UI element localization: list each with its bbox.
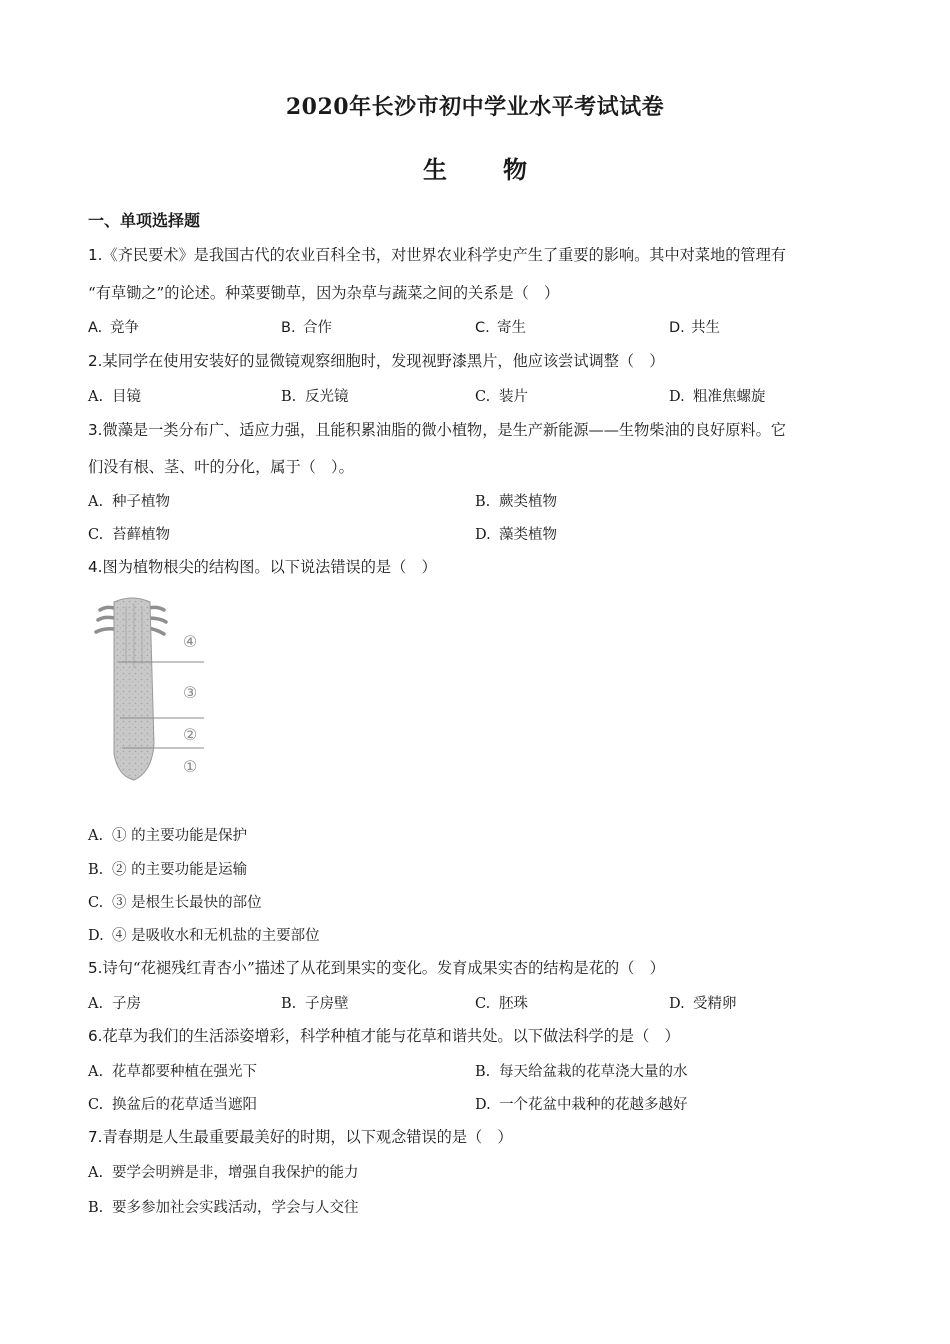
option-4d: D. ④ 是吸收水和无机盐的主要部位	[88, 928, 320, 944]
option-4a: A. ① 的主要功能是保护	[88, 828, 248, 844]
subject-char-1: 生	[423, 155, 447, 184]
option-3d: D. 藻类植物	[475, 527, 557, 543]
label-zone-4: ④	[182, 632, 198, 651]
question-6	[88, 1025, 680, 1046]
section-heading: 一、单项选择题	[88, 211, 201, 230]
subject-title	[0, 150, 950, 185]
label-zone-2: ②	[182, 725, 198, 744]
option-6b: B. 每天给盆栽的花草浇大量的水	[475, 1064, 688, 1080]
question-number: 6.	[88, 1027, 103, 1045]
option-3c: C. 苔藓植物	[88, 527, 170, 543]
option-5c: C. 胚珠	[475, 996, 528, 1012]
option-1a: A. 竞争	[88, 320, 139, 336]
option-2b: B. 反光镜	[281, 389, 349, 405]
option-6d: D. 一个花盆中栽种的花越多越好	[475, 1097, 688, 1113]
option-1c: C. 寄生	[475, 320, 526, 336]
option-1d: D. 共生	[669, 320, 720, 336]
option-5a: A. 子房	[88, 996, 141, 1012]
question-1-line-2: “有草锄之”的论述。种菜要锄草，因为杂草与蔬菜之间的关系是（ ）	[88, 284, 560, 302]
question-3	[88, 419, 786, 440]
exam-title: 2020年长沙市初中学业水平考试试卷	[285, 94, 665, 120]
root-tip-diagram	[92, 594, 212, 790]
option-6c: C. 换盆后的花草适当遮阳	[88, 1097, 257, 1113]
question-number: 4.	[88, 558, 103, 576]
option-3b: B. 蕨类植物	[475, 494, 557, 510]
option-6a: A. 花草都要种植在强光下	[88, 1064, 257, 1080]
option-5b: B. 子房壁	[281, 996, 349, 1012]
option-5d: D. 受精卵	[669, 996, 737, 1012]
question-4	[88, 556, 437, 577]
option-7a: A. 要学会明辨是非，增强自我保护的能力	[88, 1165, 359, 1181]
question-5	[88, 957, 665, 978]
question-2	[88, 350, 664, 371]
question-7	[88, 1126, 513, 1147]
question-number: 7.	[88, 1128, 103, 1146]
question-text: 图为植物根尖的结构图。以下说法错误的是（ ）	[102, 558, 437, 576]
option-4c: C. ③ 是根生长最快的部位	[88, 895, 262, 911]
question-text: 花草为我们的生活添姿增彩，科学种植才能与花草和谐共处。以下做法科学的是（ ）	[102, 1027, 680, 1045]
label-zone-1: ①	[182, 757, 198, 776]
option-2a: A. 目镜	[88, 389, 141, 405]
question-3-line-2: 们没有根、茎、叶的分化，属于（ ）。	[88, 458, 354, 476]
question-text: 某同学在使用安装好的显微镜观察细胞时，发现视野漆黑片，他应该尝试调整（ ）	[102, 352, 665, 370]
option-7b: B. 要多参加社会实践活动，学会与人交往	[88, 1200, 359, 1216]
option-4b: B. ② 的主要功能是运输	[88, 862, 248, 878]
question-number: 2.	[88, 352, 103, 370]
question-number: 1.	[88, 246, 103, 264]
question-1	[88, 244, 786, 265]
label-zone-3: ③	[182, 683, 198, 702]
option-2d: D. 粗准焦螺旋	[669, 389, 766, 405]
question-number: 5.	[88, 959, 103, 977]
option-2c: C. 装片	[475, 389, 528, 405]
question-text: 《齐民要术》是我国古代的农业百科全书，对世界农业科学史产生了重要的影响。其中对菜地的管理有	[102, 246, 786, 264]
option-3a: A. 种子植物	[88, 494, 170, 510]
question-number: 3.	[88, 421, 103, 439]
question-text: 诗句“花褪残红青杏小”描述了从花到果实的变化。发育成果实杏的结构是花的（ ）	[102, 959, 665, 977]
question-text: 微藻是一类分布广、适应力强，且能积累油脂的微小植物，是生产新能源——生物柴油的良好原料。它	[102, 421, 786, 439]
subject-char-2: 物	[503, 155, 527, 184]
option-1b: B. 合作	[281, 320, 332, 336]
question-text: 青春期是人生最重要最美好的时期，以下观念错误的是（ ）	[102, 1128, 513, 1146]
